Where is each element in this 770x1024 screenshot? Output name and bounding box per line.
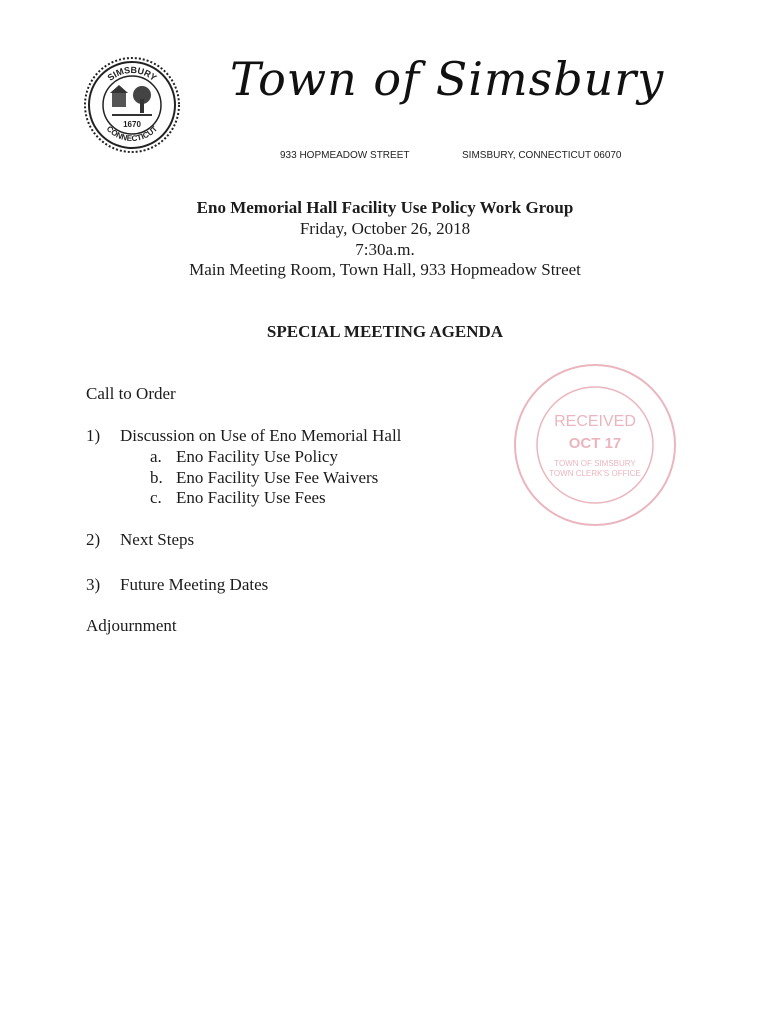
subitem-letter: b. [150, 468, 163, 487]
stamp-office-line2: TOWN CLERK'S OFFICE [549, 469, 641, 478]
agenda-item-text: Future Meeting Dates [120, 575, 269, 594]
agenda-item-text: Next Steps [120, 530, 195, 549]
agenda-item-text: Discussion on Use of Eno Memorial Hall [120, 426, 402, 445]
subitem-text: Eno Facility Use Policy [176, 447, 338, 466]
town-seal-icon [82, 55, 182, 155]
seal-year: 1670 [123, 120, 141, 129]
agenda-title: SPECIAL MEETING AGENDA [266, 322, 504, 341]
town-title: Town of Simsbury [230, 52, 665, 106]
agenda-item-number: 2) [86, 530, 101, 549]
adjournment: Adjournment [86, 616, 177, 635]
stamp-received: RECEIVED [554, 413, 636, 430]
meeting-time: 7:30a.m. [355, 240, 415, 259]
agenda-item-number: 3) [86, 575, 101, 594]
call-to-order: Call to Order [86, 384, 176, 403]
received-stamp-icon [510, 360, 680, 530]
work-group-title: Eno Memorial Hall Facility Use Policy Work Group [196, 198, 574, 217]
stamp-office-line1: TOWN OF SIMSBURY [554, 459, 636, 468]
stamp-date: OCT 17 [568, 435, 622, 452]
svg-text:SIMSBURY [106, 65, 159, 83]
meeting-date: Friday, October 26, 2018 [299, 219, 471, 238]
street-address: 933 HOPMEADOW STREET [280, 150, 410, 161]
agenda-item-number: 1) [86, 426, 101, 445]
seal-bottom-text: CONNECTICUT [104, 124, 160, 144]
subitem-text: Eno Facility Use Fees [176, 488, 326, 507]
meeting-location: Main Meeting Room, Town Hall, 933 Hopmeadow Street [189, 260, 581, 279]
subitem-text: Eno Facility Use Fee Waivers [176, 468, 379, 487]
seal-top-text: SIMSBURY [105, 64, 159, 83]
subitem-letter: c. [150, 488, 162, 507]
city-address: SIMSBURY, CONNECTICUT 06070 [462, 150, 622, 161]
subitem-letter: a. [150, 447, 162, 466]
